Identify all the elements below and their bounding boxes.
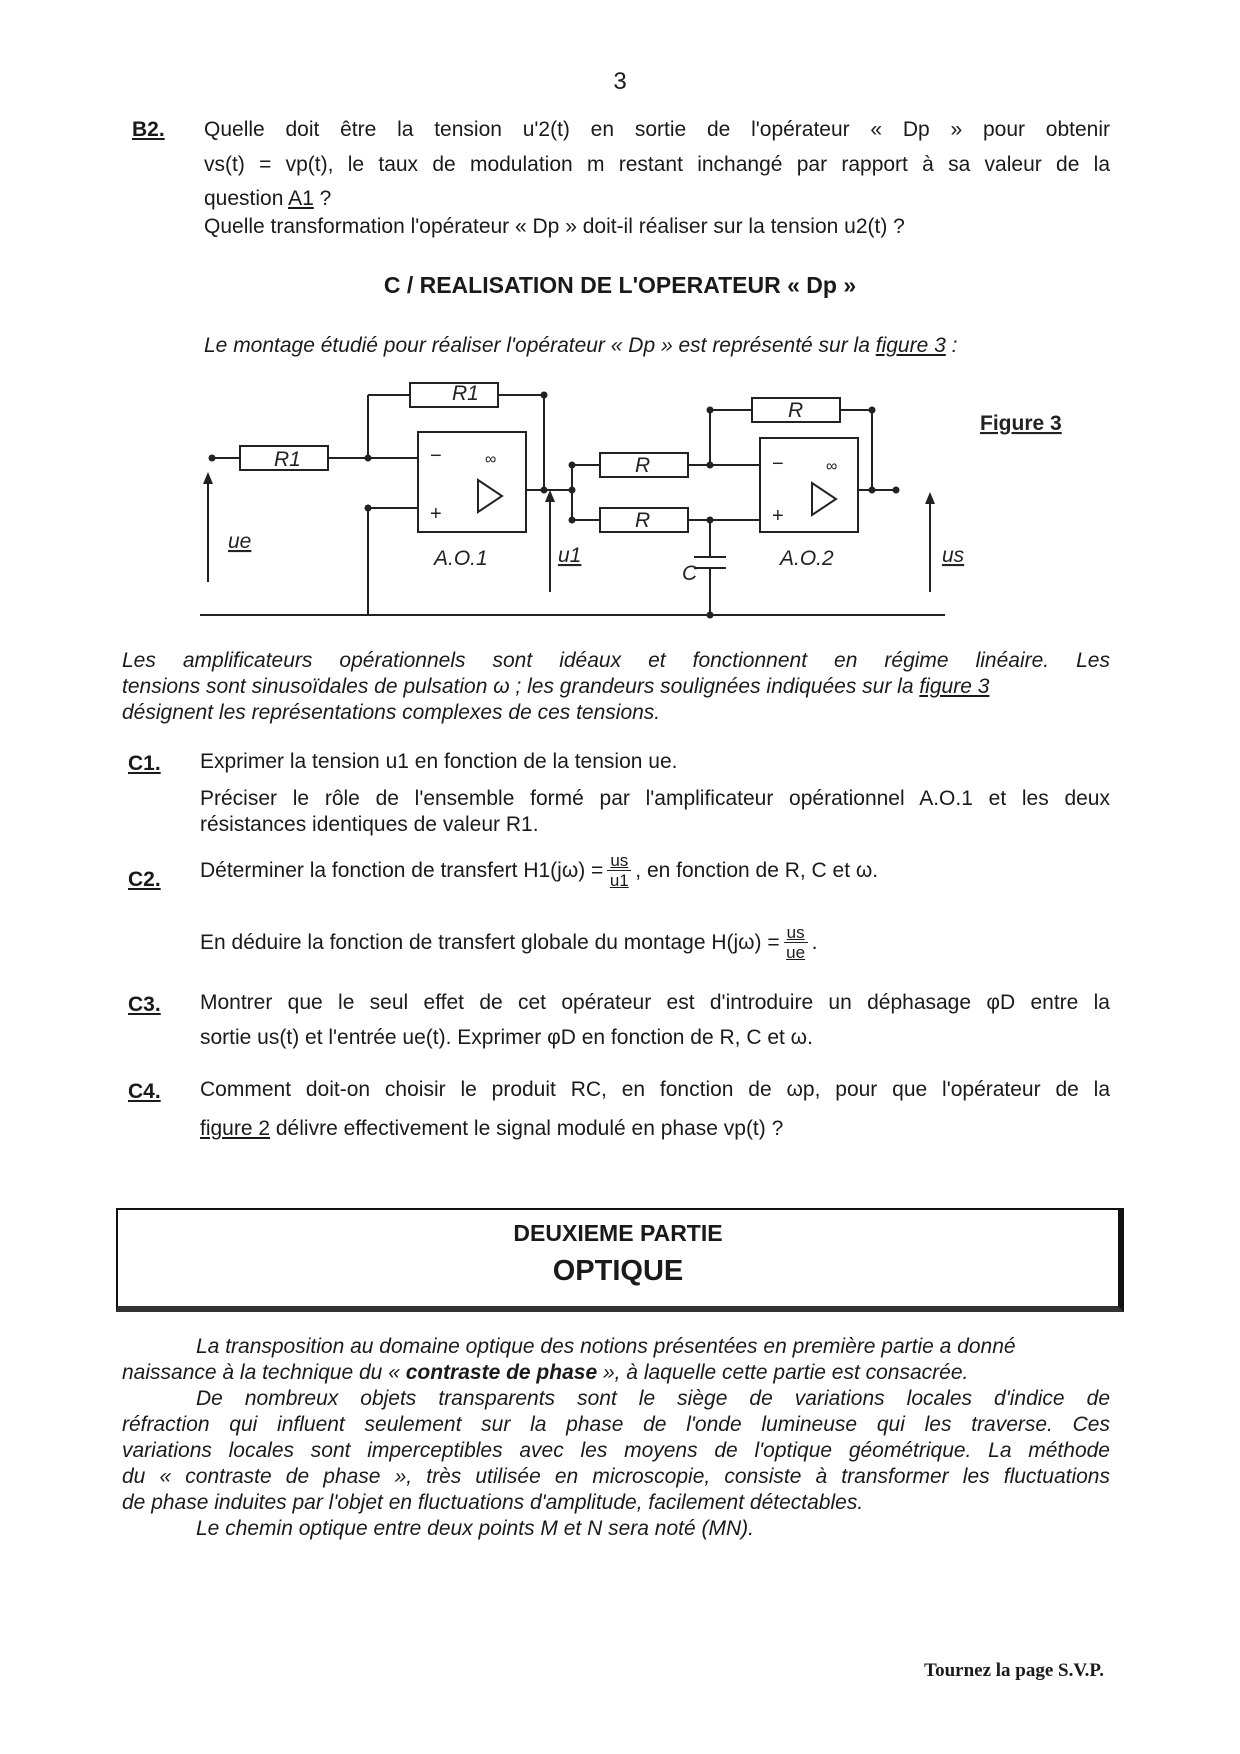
figure-label: Figure 3 [980, 412, 1062, 435]
c2-line-2: En déduire la fonction de transfert globale du montage H(jω) = $\frac{us}{ue}$ . [200, 923, 818, 962]
optics-p2-line-1: De nombreux objets transparents sont le siège de variations locales d'indice de [196, 1387, 1110, 1410]
c1-line-2: Préciser le rôle de l'ensemble formé par l'amplificateur opérationnel A.O.1 et les deux [200, 787, 1110, 810]
assumptions-line-2: tensions sont sinusoïdales de pulsation ω ; les grandeurs soulignées indiquées sur la figure 3 [122, 675, 990, 698]
c4-line-2: figure 2 délivre effectivement le signal modulé en phase vp(t) ? [200, 1117, 784, 1140]
link-figure-3[interactable]: figure 3 [875, 334, 946, 357]
link-figure-3-b[interactable]: figure 3 [919, 675, 990, 698]
ao2-infinity: ∞ [826, 458, 838, 475]
ao2-minus: − [772, 453, 784, 475]
part-two-title: OPTIQUE [552, 1255, 684, 1287]
label-ao2: A.O.2 [780, 547, 834, 570]
label-u1: u1 [558, 544, 582, 567]
c3-line-1: Montrer que le seul effet de cet opérateur est d'introduire un déphasage φD entre la [200, 991, 1110, 1014]
b2-line-2: vs(t) = vp(t), le taux de modulation m restant inchangé par rapport à sa valeur de la [204, 153, 1110, 176]
c1-line-1: Exprimer la tension u1 en fonction de la tension ue. [200, 750, 678, 773]
link-a1[interactable]: A1 [288, 187, 314, 210]
optics-p2-line-3: variations locales sont imperceptibles avec les moyens de l'optique géométrique. La méthode [122, 1439, 1110, 1462]
label-ao1: A.O.1 [434, 547, 488, 570]
optics-p3: Le chemin optique entre deux points M et N sera noté (MN). [196, 1517, 754, 1540]
section-c-intro: Le montage étudié pour réaliser l'opérateur « Dp » est représenté sur la figure 3 : [204, 334, 958, 357]
optics-p1-line-2: naissance à la technique du « contraste de phase », à laquelle cette partie est consacrée. [122, 1361, 969, 1384]
section-c-title: C / REALISATION DE L'OPERATEUR « Dp » [383, 272, 857, 298]
part-two-header-box [116, 1208, 1124, 1312]
b2-line-1: Quelle doit être la tension u'2(t) en sortie de l'opérateur « Dp » pour obtenir [204, 118, 1110, 141]
question-label-b2: B2. [132, 118, 165, 141]
c3-line-2: sortie us(t) et l'entrée ue(t). Exprimer φD en fonction de R, C et ω. [200, 1026, 813, 1049]
question-label-c2: C2. [128, 868, 161, 891]
question-label-c3: C3. [128, 993, 161, 1016]
optics-p2-line-5: de phase induites par l'objet en fluctuations d'amplitude, facilement détectables. [122, 1491, 864, 1514]
label-r-top: R [788, 399, 804, 422]
label-capacitor: C [682, 562, 698, 585]
c1-line-3: résistances identiques de valeur R1. [200, 813, 539, 836]
assumptions-line-1: Les amplificateurs opérationnels sont idéaux et fonctionnent en régime linéaire. Les [122, 649, 1110, 672]
ao1-infinity: ∞ [485, 451, 497, 468]
link-figure-2[interactable]: figure 2 [200, 1117, 271, 1140]
label-r-mid-2: R [635, 509, 651, 532]
footer-turn-page: Tournez la page S.V.P. [924, 1660, 1104, 1681]
optics-p2-line-2: réfraction qui influent seulement sur la phase de l'onde lumineuse qui les traverse. Ces [122, 1413, 1110, 1436]
label-us: us [942, 544, 965, 567]
b2-line-4: Quelle transformation l'opérateur « Dp » doit-il réaliser sur la tension u2(t) ? [204, 215, 905, 238]
page-number: 3 [613, 68, 627, 95]
fraction-h: $\frac{us}{ue}$ [784, 924, 808, 963]
label-r1-input: R1 [274, 448, 301, 471]
question-label-c4: C4. [128, 1080, 161, 1103]
label-r1-feedback: R1 [452, 382, 479, 405]
part-two-subtitle: DEUXIEME PARTIE [513, 1220, 723, 1246]
ao1-minus: − [430, 445, 442, 467]
b2-line-3: question A1 ? [204, 187, 332, 210]
optics-p2-line-4: du « contraste de phase », très utilisée en microscopie, consiste à transformer les fluctuations [122, 1465, 1110, 1488]
c2-line-1: Déterminer la fonction de transfert H1(jω) = $\frac{us}{u1}$ , en fonction de R, C et ω. [200, 851, 879, 890]
c4-line-1: Comment doit-on choisir le produit RC, en fonction de ωp, pour que l'opérateur de la [200, 1078, 1110, 1101]
circuit-diagram [190, 370, 1090, 630]
ao1-plus: + [430, 503, 442, 525]
label-r-mid-1: R [635, 454, 651, 477]
ao2-plus: + [772, 505, 784, 527]
fraction-h1: $\frac{us}{u1}$ [607, 852, 631, 891]
question-label-c1: C1. [128, 752, 161, 775]
optics-p1-line-1: La transposition au domaine optique des notions présentées en première partie a donné [196, 1335, 1016, 1358]
assumptions-line-3: désignent les représentations complexes de ces tensions. [122, 701, 661, 724]
label-ue: ue [228, 530, 252, 553]
